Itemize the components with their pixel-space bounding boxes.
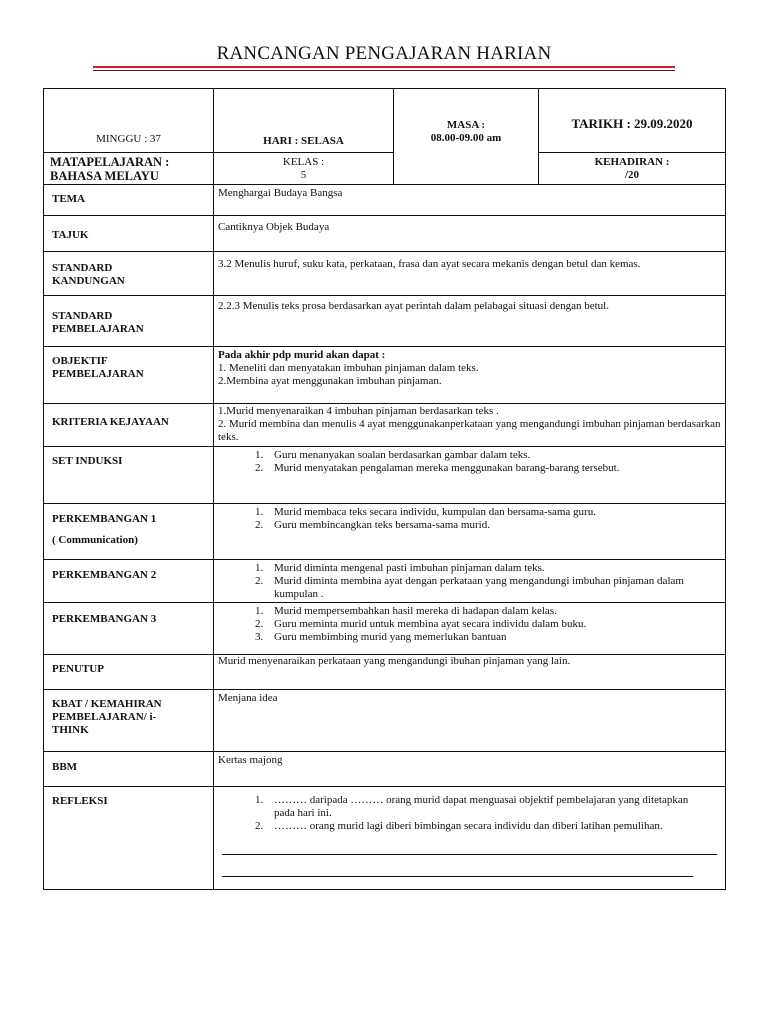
perkembangan-1-label: [44, 504, 214, 560]
objektif-value: [214, 347, 726, 404]
row-penutup: [44, 655, 726, 690]
perkembangan-2-label: PERKEMBANGAN 2: [44, 560, 214, 603]
row-kriteria-kejayaan: [44, 404, 726, 447]
sk-label-line2: KANDUNGAN: [52, 275, 125, 287]
objektif-label-line1: OBJEKTIF: [52, 355, 108, 367]
masa-cell: [394, 89, 539, 185]
set-induksi-item-2: 2. Murid menyatakan pengalaman mereka menggunakan barang-barang tersebut.: [266, 462, 721, 475]
bbm-label: BBM: [44, 752, 214, 787]
row-perkembangan-2: [44, 560, 726, 603]
kehadiran-value: /20: [624, 168, 640, 181]
perkembangan-1-item-2: 2. Guru membincangkan teks bersama-sama murid.: [266, 519, 721, 532]
minggu-cell: [44, 89, 214, 153]
refleksi-blank-line-2: [222, 875, 693, 877]
perkembangan-2-item-2: 2. Murid diminta membina ayat dengan perkataan yang mengandungi imbuhan pinjaman dalam kumpulan .: [266, 575, 721, 601]
perkembangan-2-value: [214, 560, 726, 603]
perkembangan-3-value: [214, 603, 726, 655]
perkembangan-3-item-2: 2. Guru meminta murid untuk membina ayat secara individu dalam buku.: [266, 618, 721, 631]
kbat-label: [44, 690, 214, 752]
objektif-label-line2: PEMBELAJARAN: [52, 368, 144, 380]
masa-label: MASA :: [446, 119, 486, 131]
matapelajaran-label: MATAPELAJARAN :: [50, 154, 170, 169]
lesson-plan-table: [43, 88, 726, 890]
kbat-label-line2: PEMBELAJARAN/ i-: [52, 711, 157, 723]
matapelajaran-value: BAHASA MELAYU: [50, 168, 159, 183]
perkembangan-1-sublabel: ( Communication): [52, 534, 138, 546]
standard-kandungan-label: [44, 252, 214, 296]
perkembangan-3-item-1: 1. Murid mempersembahkan hasil mereka di hadapan dalam kelas.: [266, 605, 721, 618]
perkembangan-1-title: PERKEMBANGAN 1: [52, 513, 157, 525]
row-refleksi: [44, 787, 726, 890]
hari-text: HARI : SELASA: [263, 135, 344, 147]
header-row-2: [44, 153, 726, 185]
tajuk-label: TAJUK: [44, 216, 214, 252]
refleksi-item-1: 1. ……… daripada ……… orang murid dapat menguasai objektif pembelajaran yang ditetapkan pada hari ini.: [266, 794, 701, 820]
row-standard-kandungan: [44, 252, 726, 296]
standard-pembelajaran-value: 2.2.3 Menulis teks prosa berdasarkan ayat perintah dalam pelabagai situasi dengan betul.: [214, 296, 726, 347]
set-induksi-item-1: 1. Guru menanyakan soalan berdasarkan gambar dalam teks.: [266, 449, 721, 462]
tarikh-text: TARIKH : 29.09.2020: [571, 116, 693, 131]
objektif-label: [44, 347, 214, 404]
row-tajuk: [44, 216, 726, 252]
minggu-text: MINGGU : 37: [96, 133, 161, 145]
row-objektif: [44, 347, 726, 404]
title-underline: [93, 66, 675, 68]
row-tema: [44, 185, 726, 216]
kriteria-label: KRITERIA KEJAYAAN: [44, 404, 214, 447]
perkembangan-1-value: [214, 504, 726, 560]
row-kbat: [44, 690, 726, 752]
standard-pembelajaran-label: [44, 296, 214, 347]
kehadiran-label: KEHADIRAN :: [594, 155, 670, 168]
row-perkembangan-3: [44, 603, 726, 655]
penutup-value: Murid menyenaraikan perkataan yang mengandungi ibuhan pinjaman yang lain.: [214, 655, 726, 690]
objektif-item-2: 2.Membina ayat menggunakan imbuhan pinjaman.: [218, 375, 442, 387]
tema-label: TEMA: [44, 185, 214, 216]
sk-label-line1: STANDARD: [52, 262, 113, 274]
perkembangan-1-item-1: 1. Murid membaca teks secara individu, kumpulan dan bersama-sama guru.: [266, 506, 721, 519]
kriteria-item-1: 1.Murid menyenaraikan 4 imbuhan pinjaman berdasarkan teks .: [218, 405, 499, 417]
kelas-label: KELAS :: [282, 155, 325, 168]
row-standard-pembelajaran: [44, 296, 726, 347]
perkembangan-3-item-3: 3. Guru membimbing murid yang memerlukan bantuan: [266, 631, 721, 644]
kelas-value: 5: [300, 168, 307, 181]
document-title: RANCANGAN PENGAJARAN HARIAN: [216, 43, 552, 64]
sp-label-line2: PEMBELAJARAN: [52, 323, 144, 335]
kriteria-item-2: 2. Murid membina dan menulis 4 ayat menggunakanperkataan yang mengandungi imbuhan pinjaman berdasarkan teks.: [218, 418, 721, 443]
set-induksi-value: [214, 447, 726, 504]
objektif-item-1: 1. Meneliti dan menyatakan imbuhan pinjaman dalam teks.: [218, 362, 479, 374]
kehadiran-cell: [539, 153, 726, 185]
title-underline-thin: [93, 70, 675, 71]
row-bbm: [44, 752, 726, 787]
perkembangan-3-label: PERKEMBANGAN 3: [44, 603, 214, 655]
standard-kandungan-value: 3.2 Menulis huruf, suku kata, perkataan, frasa dan ayat secara mekanis dengan betul dan kemas.: [214, 252, 726, 296]
set-induksi-label: SET INDUKSI: [44, 447, 214, 504]
refleksi-item-2: 2. ……… orang murid lagi diberi bimbingan secara individu dan diberi latihan pemulihan.: [266, 820, 701, 833]
penutup-label: PENUTUP: [44, 655, 214, 690]
sp-label-line1: STANDARD: [52, 310, 113, 322]
kbat-label-line3: THINK: [52, 724, 89, 736]
header-row-1: [44, 89, 726, 153]
bbm-value: Kertas majong: [214, 752, 726, 787]
masa-value: 08.00-09.00 am: [430, 132, 502, 144]
perkembangan-2-item-1: 1. Murid diminta mengenal pasti imbuhan pinjaman dalam teks.: [266, 562, 721, 575]
row-set-induksi: [44, 447, 726, 504]
refleksi-value: [214, 787, 726, 890]
objektif-intro: Pada akhir pdp murid akan dapat :: [218, 349, 386, 361]
kbat-label-line1: KBAT / KEMAHIRAN: [52, 698, 162, 710]
kriteria-value: [214, 404, 726, 447]
kbat-value: Menjana idea: [214, 690, 726, 752]
matapelajaran-cell: [44, 153, 214, 185]
refleksi-label: REFLEKSI: [44, 787, 214, 890]
hari-cell: [214, 89, 394, 153]
row-perkembangan-1: [44, 504, 726, 560]
tajuk-value: Cantiknya Objek Budaya: [214, 216, 726, 252]
refleksi-blank-line-1: [222, 853, 717, 855]
tarikh-cell: [539, 89, 726, 153]
tema-value: Menghargai Budaya Bangsa: [214, 185, 726, 216]
kelas-cell: [214, 153, 394, 185]
